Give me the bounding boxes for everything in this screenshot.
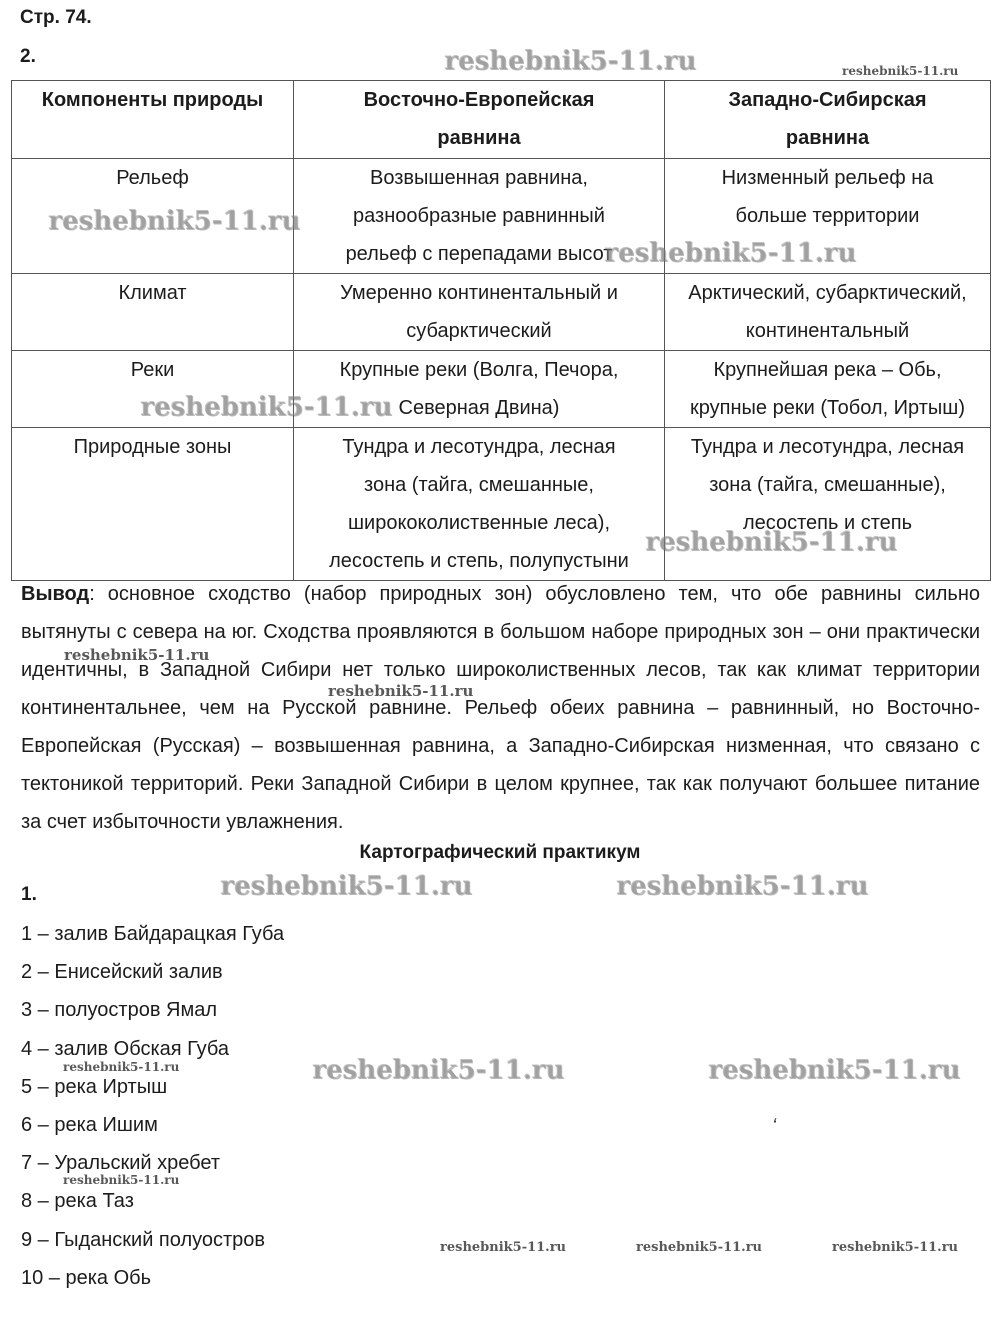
comparison-table bbox=[11, 80, 991, 581]
list-item: 2 – Енисейский залив bbox=[21, 961, 223, 984]
practicum-number: 1. bbox=[21, 884, 37, 905]
watermark: reshebnik5-11.ru bbox=[312, 1055, 565, 1085]
watermark: reshebnik5-11.ru bbox=[64, 646, 210, 664]
table-row bbox=[12, 274, 991, 351]
watermark: reshebnik5-11.ru bbox=[842, 64, 959, 78]
watermark: reshebnik5-11.ru bbox=[220, 871, 473, 901]
watermark: reshebnik5-11.ru bbox=[440, 1240, 567, 1255]
list-item: 5 – река Иртыш bbox=[21, 1075, 168, 1098]
watermark: reshebnik5-11.ru bbox=[444, 46, 697, 76]
list-item: 3 – полуостров Ямал bbox=[21, 999, 217, 1022]
table-cell: Тундра и лесотундра, лесная зона (тайга, смешанные, ширококолиственные леса), лесостепь и степь, полупустыни bbox=[294, 428, 665, 581]
table-header-row bbox=[12, 81, 991, 159]
watermark: reshebnik5-11.ru bbox=[328, 682, 474, 700]
table-header: Компоненты природы bbox=[12, 81, 294, 159]
table-cell: Рельеф bbox=[12, 159, 294, 274]
watermark: reshebnik5-11.ru bbox=[604, 238, 857, 268]
list-item: 8 – река Таз bbox=[21, 1190, 134, 1213]
conclusion-text: : основное сходство (набор природных зон) обусловлено тем, что обе равнины сильно вытянуты с севера на юг. Сходства проявляются в большом наборе природных зон – они практически идентичны, в Западной Сибири нет только широколиственных лесов, так как климат территории континентальнее, чем на Русской равнине. Рельеф обеих равнина – равнинный, но Восточно-Европейская (Русская) – возвышенная равнина, а Западно-Сибирская низменная, что связано с тектоникой территорий. Реки Западной Сибири в целом крупнее, так как получают большее питание за счет избыточности увлажнения. bbox=[21, 583, 980, 833]
watermark: reshebnik5-11.ru bbox=[832, 1240, 959, 1255]
list-item: 1 – залив Байдарацкая Губа bbox=[21, 923, 285, 945]
table-cell: Природные зоны bbox=[12, 428, 294, 581]
watermark: reshebnik5-11.ru bbox=[63, 1060, 180, 1074]
watermark: reshebnik5-11.ru bbox=[636, 1240, 763, 1255]
list-item: 9 – Гыданский полуостров bbox=[21, 1228, 266, 1251]
task-number: 2. bbox=[20, 46, 36, 67]
watermark: reshebnik5-11.ru bbox=[140, 392, 393, 422]
watermark: reshebnik5-11.ru bbox=[708, 1055, 961, 1085]
watermark: reshebnik5-11.ru bbox=[63, 1173, 180, 1187]
page-number: Стр. 74. bbox=[20, 7, 92, 28]
map-legend-list bbox=[21, 915, 284, 1297]
list-item: 7 – Уральский хребет bbox=[21, 1152, 221, 1175]
practicum-title: Картографический практикум bbox=[359, 842, 641, 863]
list-item: 6 – река Ишим bbox=[21, 1113, 158, 1136]
table-cell: Возвышенная равнина, разнообразные равнинный рельеф с перепадами высот bbox=[294, 159, 665, 274]
conclusion-paragraph bbox=[21, 575, 980, 841]
conclusion-label: Вывод bbox=[21, 583, 90, 605]
watermark: reshebnik5-11.ru bbox=[645, 527, 898, 557]
table-cell: Тундра и лесотундра, лесная зона (тайга, смешанные), лесостепь и степь bbox=[665, 428, 991, 581]
table-cell: Низменный рельеф на больше территории bbox=[665, 159, 991, 274]
watermark: reshebnik5-11.ru bbox=[48, 206, 301, 236]
list-item: 10 – река Обь bbox=[21, 1266, 152, 1289]
table-cell: Арктический, субарктический, континентальный bbox=[665, 274, 991, 351]
table-header: Западно-Сибирская равнина bbox=[665, 81, 991, 159]
table-cell: Крупнейшая река – Обь, крупные реки (Тобол, Иртыш) bbox=[665, 351, 991, 428]
list-item: 4 – залив Обская Губа bbox=[21, 1037, 229, 1060]
table-row bbox=[12, 428, 991, 581]
watermark: reshebnik5-11.ru bbox=[616, 871, 869, 901]
table-cell: Умеренно континентальный и субарктический bbox=[294, 274, 665, 351]
table-cell: Крупные реки (Волга, Печора, Северная Двина) bbox=[294, 351, 665, 428]
table-cell: Климат bbox=[12, 274, 294, 351]
table-header: Восточно-Европейская равнина bbox=[294, 81, 665, 159]
stray-mark: ʻ bbox=[772, 1116, 776, 1136]
table-cell: Реки bbox=[12, 351, 294, 428]
